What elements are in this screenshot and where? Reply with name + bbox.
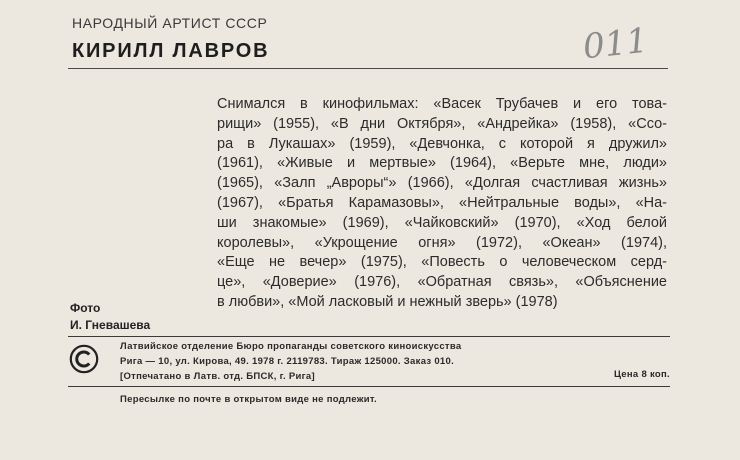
publisher-line: Латвийское отделение Бюро пропаганды советского киноискусства [120, 341, 462, 352]
publisher-line: Рига — 10, ул. Кирова, 49. 1978 г. 2119783. Тираж 125000. Заказ 010. [120, 356, 455, 367]
photo-credit-label: Фото [70, 301, 101, 315]
price-label: Цена 8 коп. [613, 369, 670, 380]
publisher-line: [Отпечатано в Латв. отд. БПСК, г. Рига] [120, 371, 315, 382]
footer-divider [68, 386, 670, 387]
filmography-line: (1961), «Живые и мертвые» (1964), «Верьте мне, люди» [217, 155, 667, 172]
filmography-text [217, 95, 667, 313]
publisher-divider [68, 336, 670, 337]
publisher-info [120, 339, 670, 384]
filmography-line: (1965), «Залп „Авроры“» (1966), «Долгая счастливая жизнь» [217, 175, 667, 192]
copyright-icon [69, 344, 99, 374]
filmography-line: «Еще не вечер» (1975), «Повесть о человеческом серд- [217, 254, 667, 271]
filmography-line: рищи» (1955), «В дни Октября», «Андрейка» (1958), «Ссо- [217, 115, 667, 132]
filmography-line: в любви», «Мой ласковый и нежный зверь» (1978) [217, 293, 558, 310]
filmography-line: ра в Лукашах» (1959), «Девчонка, с которой я дружил» [217, 135, 667, 152]
handwritten-number: 011 [581, 20, 650, 68]
filmography-line: це», «Доверие» (1976), «Обратная связь», «Объяснение [217, 274, 667, 291]
photo-credit-author: И. Гневашева [70, 318, 151, 332]
filmography-line: ши знакомые» (1969), «Чайковский» (1970), «Ход белой [217, 214, 667, 231]
title-subtitle: НАРОДНЫЙ АРТИСТ СССР [72, 15, 268, 31]
filmography-line: Снимался в кинофильмах: «Васек Трубачев и его това- [217, 96, 667, 112]
postal-note: Пересылке по почте в открытом виде не подлежит. [120, 394, 377, 405]
actor-name: КИРИЛЛ ЛАВРОВ [72, 40, 270, 62]
header-divider [68, 68, 668, 69]
filmography-line: (1967), «Братья Карамазовы», «Нейтральные воды», «На- [217, 194, 667, 211]
filmography-line: королевы», «Укрощение огня» (1972), «Океан» (1974), [217, 234, 667, 251]
